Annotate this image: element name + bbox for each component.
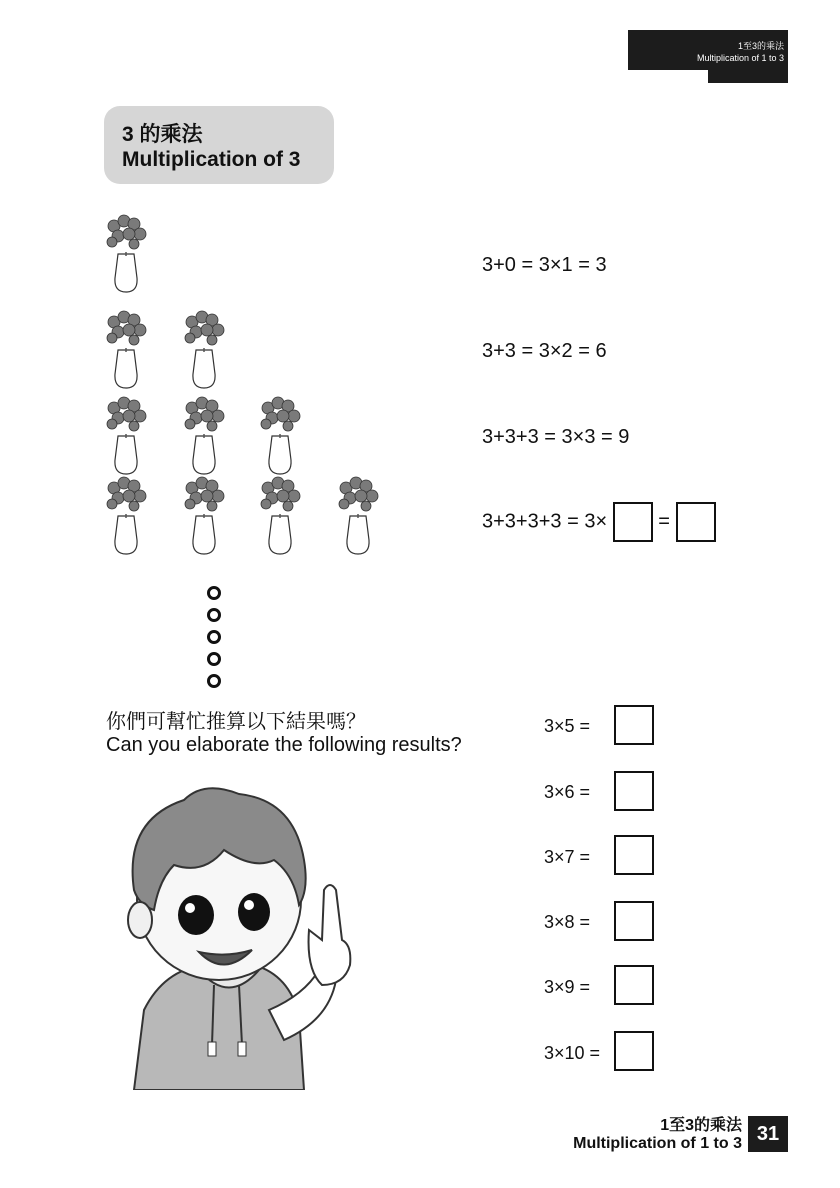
equation-row-4 — [482, 502, 716, 542]
exercise-answer-box[interactable] — [614, 705, 654, 745]
equation-row-4-text: 3+3+3+3 = 3× — [482, 510, 608, 533]
flower-vase-icon — [104, 310, 148, 390]
question-zh: 你們可幫忙推算以下結果嗎？ — [106, 711, 366, 733]
flower-vase-icon — [336, 476, 380, 556]
continuation-dot — [207, 608, 221, 622]
exercise-label: 3×9 = — [544, 977, 591, 997]
page-title-zh: 3 的乘法 — [122, 123, 203, 146]
equation-row-1: 3+0 = 3×1 = 3 — [482, 254, 607, 276]
footer-label — [573, 1117, 742, 1153]
equals-sign: = — [658, 510, 670, 533]
answer-box-product[interactable] — [676, 502, 716, 542]
continuation-dot — [207, 586, 221, 600]
flower-vase-icon — [104, 396, 148, 476]
continuation-dot — [207, 630, 221, 644]
exercise-answer-box[interactable] — [614, 965, 654, 1005]
exercise-answer-box[interactable] — [614, 1031, 654, 1071]
flower-vase-icon — [182, 476, 226, 556]
exercise-answer-box[interactable] — [614, 771, 654, 811]
boy-character-illustration — [104, 780, 364, 1090]
exercise-label: 3×10 = — [544, 1043, 601, 1063]
exercise-answer-box[interactable] — [614, 835, 654, 875]
continuation-dot — [207, 652, 221, 666]
equation-row-3: 3+3+3 = 3×3 = 9 — [482, 426, 630, 448]
exercise-answer-box[interactable] — [614, 901, 654, 941]
flower-vase-icon — [258, 476, 302, 556]
flower-vase-icon — [182, 396, 226, 476]
flower-vase-icon — [104, 476, 148, 556]
exercise-label: 3×5 = — [544, 716, 591, 736]
flower-vase-icon — [182, 310, 226, 390]
flower-vase-icon — [104, 214, 148, 294]
page-number: 31 — [748, 1116, 788, 1152]
continuation-dot — [207, 674, 221, 688]
page-title-en: Multiplication of 3 — [122, 148, 301, 171]
flower-vase-icon — [258, 396, 302, 476]
exercise-label: 3×7 = — [544, 847, 591, 867]
header-tab-tail — [708, 70, 788, 83]
header-label-en: Multiplication of 1 to 3 — [696, 53, 784, 63]
exercise-label: 3×8 = — [544, 912, 591, 932]
equation-row-2: 3+3 = 3×2 = 6 — [482, 340, 607, 362]
header-label-zh: 1至3的乘法 — [737, 41, 784, 51]
footer-label-en: Multiplication of 1 to 3 — [573, 1135, 742, 1152]
answer-box-multiplier[interactable] — [613, 502, 653, 542]
exercise-label: 3×6 = — [544, 782, 591, 802]
header-label — [697, 40, 784, 64]
question-en: Can you elaborate the following results? — [106, 734, 462, 756]
footer-label-zh: 1至3的乘法 — [660, 1117, 742, 1134]
